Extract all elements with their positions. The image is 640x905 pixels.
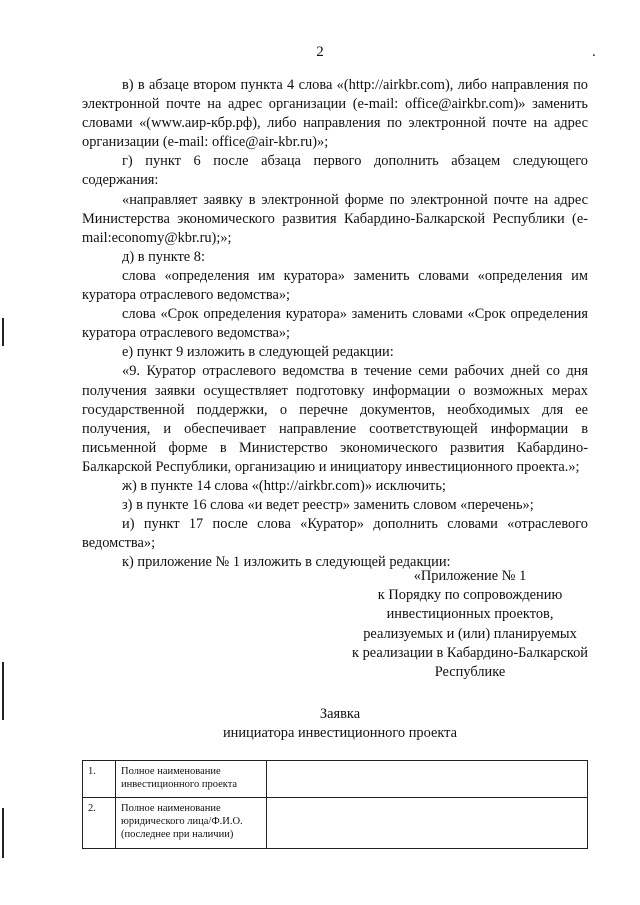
appendix-line: к Порядку по сопровождению bbox=[377, 587, 563, 604]
page-number: 2 bbox=[316, 44, 324, 60]
appendix-header bbox=[330, 567, 610, 682]
appendix-line: «Приложение № 1 bbox=[413, 568, 527, 584]
form-title-block bbox=[0, 705, 640, 743]
paragraph-d-1: слова «определения им куратора» заменить словами «определения им куратора отраслевого ведомства»; bbox=[82, 267, 588, 304]
row-label: Полное наименование юридического лица/Ф.И.О. (последнее при наличии) bbox=[116, 798, 267, 849]
row-number: 1. bbox=[83, 761, 116, 798]
scan-margin-mark bbox=[2, 318, 4, 346]
paragraph-e: е) пункт 9 изложить в следующей редакции: bbox=[122, 344, 394, 361]
paragraph-k: к) приложение № 1 изложить в следующей редакции: bbox=[122, 554, 451, 571]
paragraph-item-9: «9. Куратор отраслевого ведомства в течение семи рабочих дней со дня получения заявки осуществляет подготовку информации о возможных мерах государственной поддержки, о перечне документов, необходимых для ее получения, и обеспечивает направление соответствующей информации в письменной форме в Министерство экономического развития Кабардино-Балкарской Республики, организацию и инициатору инвестиционного проекта.»; bbox=[82, 363, 588, 475]
row-number: 2. bbox=[83, 798, 116, 849]
document-body bbox=[82, 76, 588, 572]
paragraph-g: г) пункт 6 после абзаца первого дополнить абзацем следующего содержания: bbox=[82, 153, 588, 189]
paragraph-i: и) пункт 17 после слова «Куратор» дополнить словами «отраслевого ведомства»; bbox=[82, 516, 588, 552]
paragraph-d: д) в пункте 8: bbox=[122, 248, 205, 265]
row-value-field[interactable] bbox=[267, 761, 588, 798]
row-label: Полное наименование инвестиционного проекта bbox=[116, 761, 267, 798]
paragraph-d-2: слова «Срок определения куратора» заменить словами «Срок определения куратора отраслевого ведомства»; bbox=[82, 306, 588, 342]
scan-margin-mark bbox=[2, 808, 4, 858]
appendix-line: Республике bbox=[434, 664, 506, 681]
paragraph-v: в) в абзаце втором пункта 4 слова «(http://airkbr.com), либо направления по электронной почте на адрес организации (e-mail: office@airkbr.com)» заменить словами «(www.аир-кбр.рф), либо направления по электронной почте на адрес организации (e-mail: office@air-kbr.ru)»; bbox=[82, 77, 588, 151]
table-row bbox=[83, 798, 588, 849]
application-form-table bbox=[82, 760, 588, 849]
row-value-field[interactable] bbox=[267, 798, 588, 849]
form-subtitle: инициатора инвестиционного проекта bbox=[222, 725, 458, 741]
appendix-line: к реализации в Кабардино-Балкарской bbox=[352, 644, 588, 661]
paragraph-quote-email: «направляет заявку в электронной форме по электронной почте на адрес Министерства экономического развития Кабардино-Балкарской Республики (e-mail:economy@kbr.ru);»; bbox=[82, 191, 588, 246]
paragraph-zh: ж) в пункте 14 слова «(http://airkbr.com)» исключить; bbox=[122, 477, 446, 494]
table-row bbox=[83, 761, 588, 798]
appendix-line: реализуемых и (или) планируемых bbox=[363, 625, 577, 642]
paragraph-z: з) в пункте 16 слова «и ведет реестр» заменить словом «перечень»; bbox=[122, 497, 534, 514]
appendix-line: инвестиционных проектов, bbox=[386, 606, 554, 623]
form-title: Заявка bbox=[319, 706, 361, 722]
corner-mark: . bbox=[592, 44, 596, 60]
